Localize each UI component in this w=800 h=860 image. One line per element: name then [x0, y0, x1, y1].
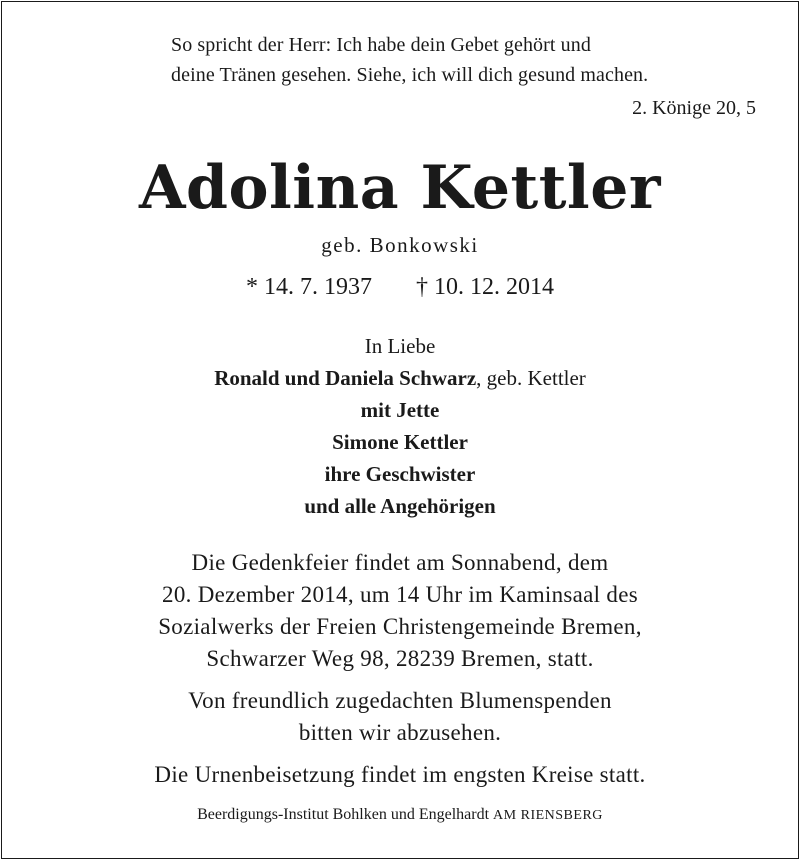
burial-notice — [0, 759, 800, 791]
deceased-name: Adolina Kettler — [138, 153, 661, 223]
bible-verse — [171, 30, 771, 90]
flowers-notice — [0, 685, 800, 749]
verse-line-1: So spricht der Herr: Ich habe dein Gebet gehört und — [171, 34, 591, 56]
birth-name: geb. Bonkowski — [321, 233, 479, 257]
memorial-line-2: 20. Dezember 2014, um 14 Uhr im Kaminsaal des — [162, 582, 638, 607]
burial-line-1: Die Urnenbeisetzung findet im engsten Kreise statt. — [154, 762, 646, 787]
verse-line-2: deine Tränen gesehen. Siehe, ich will dich gesund machen. — [171, 64, 649, 86]
mourners-block — [0, 330, 800, 522]
mourner-names-bold: Ronald und Daniela Schwarz — [214, 366, 477, 390]
mourner-line-5: und alle Angehörigen — [304, 494, 496, 518]
memorial-line-1: Die Gedenkfeier findet am Sonnabend, dem — [191, 550, 609, 575]
flowers-line-2: bitten wir abzusehen. — [298, 720, 502, 745]
mourner-line-1 — [0, 362, 800, 394]
undertaker-location: AM RIENSBERG — [493, 808, 603, 823]
undertaker-credit — [0, 803, 800, 828]
mourners-intro: In Liebe — [364, 334, 436, 358]
life-dates — [0, 272, 800, 302]
birth-date: * 14. 7. 1937 — [246, 274, 372, 300]
mourner-line-3: Simone Kettler — [332, 430, 468, 454]
memorial-line-4: Schwarzer Weg 98, 28239 Bremen, statt. — [206, 646, 594, 671]
memorial-notice — [0, 547, 800, 675]
memorial-line-3: Sozialwerks der Freien Christengemeinde Bremen, — [158, 614, 642, 639]
verse-reference: 2. Könige 20, 5 — [632, 97, 756, 119]
death-date: † 10. 12. 2014 — [416, 274, 554, 300]
mourner-names-rest: , geb. Kettler — [476, 366, 586, 390]
flowers-line-1: Von freundlich zugedachten Blumenspenden — [188, 688, 612, 713]
mourner-line-2: mit Jette — [360, 398, 440, 422]
undertaker-name: Beerdigungs-Institut Bohlken und Engelhardt — [197, 806, 490, 823]
mourner-line-4: ihre Geschwister — [324, 462, 476, 486]
